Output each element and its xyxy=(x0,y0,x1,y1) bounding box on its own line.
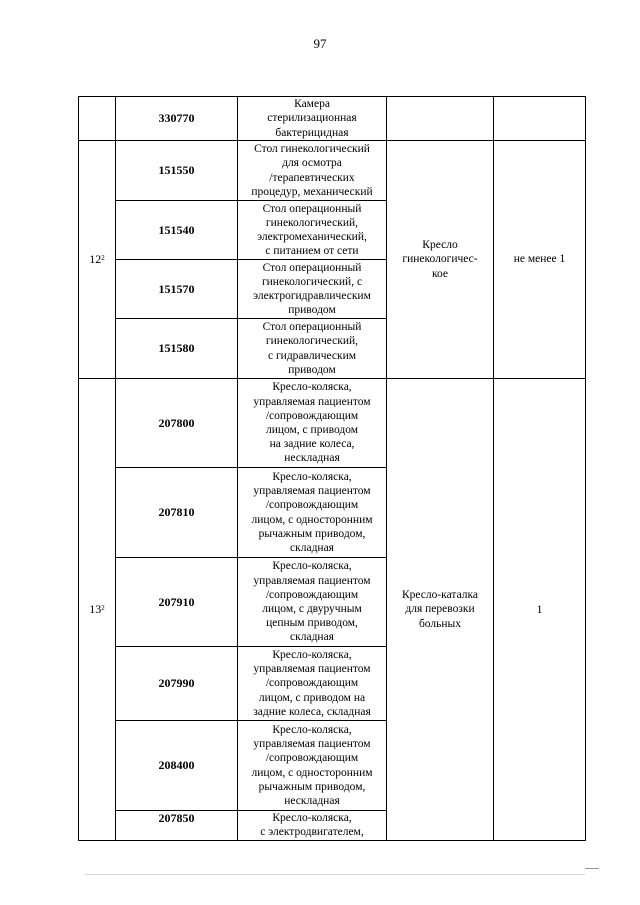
table-row xyxy=(79,379,586,468)
item-code: 151570 xyxy=(116,260,238,319)
group-name: Кресло гинекологичес- кое xyxy=(387,141,494,379)
scan-edge-line xyxy=(85,874,585,875)
item-code: 207910 xyxy=(116,558,238,647)
item-code: 208400 xyxy=(116,721,238,811)
quantity: не менее 1 xyxy=(494,141,586,379)
row-number: $13^2$ xyxy=(79,379,116,841)
item-description: Кресло-коляска, управляемая пациентом /сопровождающим лицом, с приводом на задние колеса, нескладная xyxy=(238,379,387,468)
item-code: 151580 xyxy=(116,319,238,379)
item-description: Стол гинекологический для осмотра /терапевтических процедур, механический xyxy=(238,141,387,201)
item-code: 207990 xyxy=(116,647,238,721)
equipment-table xyxy=(78,96,586,841)
item-description: Кресло-коляска, управляемая пациентом /сопровождающим лицом, с двуручным цепным приводом, складная xyxy=(238,558,387,647)
item-code: 330770 xyxy=(116,97,238,141)
item-code: 207800 xyxy=(116,379,238,468)
item-description: Стол операционный гинекологический, с гидравлическим приводом xyxy=(238,319,387,379)
quantity: 1 xyxy=(494,379,586,841)
item-description: Камера стерилизационная бактерицидная xyxy=(238,97,387,141)
item-description: Стол операционный гинекологический, электромеханический, с питанием от сети xyxy=(238,201,387,260)
item-description: Кресло-коляска, управляемая пациентом /сопровождающим лицом, с приводом на задние колеса, складная xyxy=(238,647,387,721)
item-description: Кресло-коляска, управляемая пациентом /сопровождающим лицом, с односторонним рычажным приводом, складная xyxy=(238,468,387,558)
table-row xyxy=(79,141,586,201)
item-description: Кресло-коляска, управляемая пациентом /сопровождающим лицом, с односторонним рычажным приводом, нескладная xyxy=(238,721,387,811)
item-code: 207850 xyxy=(116,811,238,841)
page-number: 97 xyxy=(313,36,327,51)
group-name-cell xyxy=(387,97,494,141)
row-number: $12^2$ xyxy=(79,141,116,379)
item-description: Стол операционный гинекологический, с электрогидравлическим приводом xyxy=(238,260,387,319)
quantity-cell xyxy=(494,97,586,141)
row-number-cell xyxy=(79,97,116,141)
item-code: 151540 xyxy=(116,201,238,260)
item-description: Кресло-коляска, с электродвигателем, xyxy=(238,811,387,841)
group-name: Кресло-каталка для перевозки больных xyxy=(387,379,494,841)
item-code: 151550 xyxy=(116,141,238,201)
table-row xyxy=(79,97,586,141)
scan-edge-mark xyxy=(585,868,599,869)
item-code: 207810 xyxy=(116,468,238,558)
